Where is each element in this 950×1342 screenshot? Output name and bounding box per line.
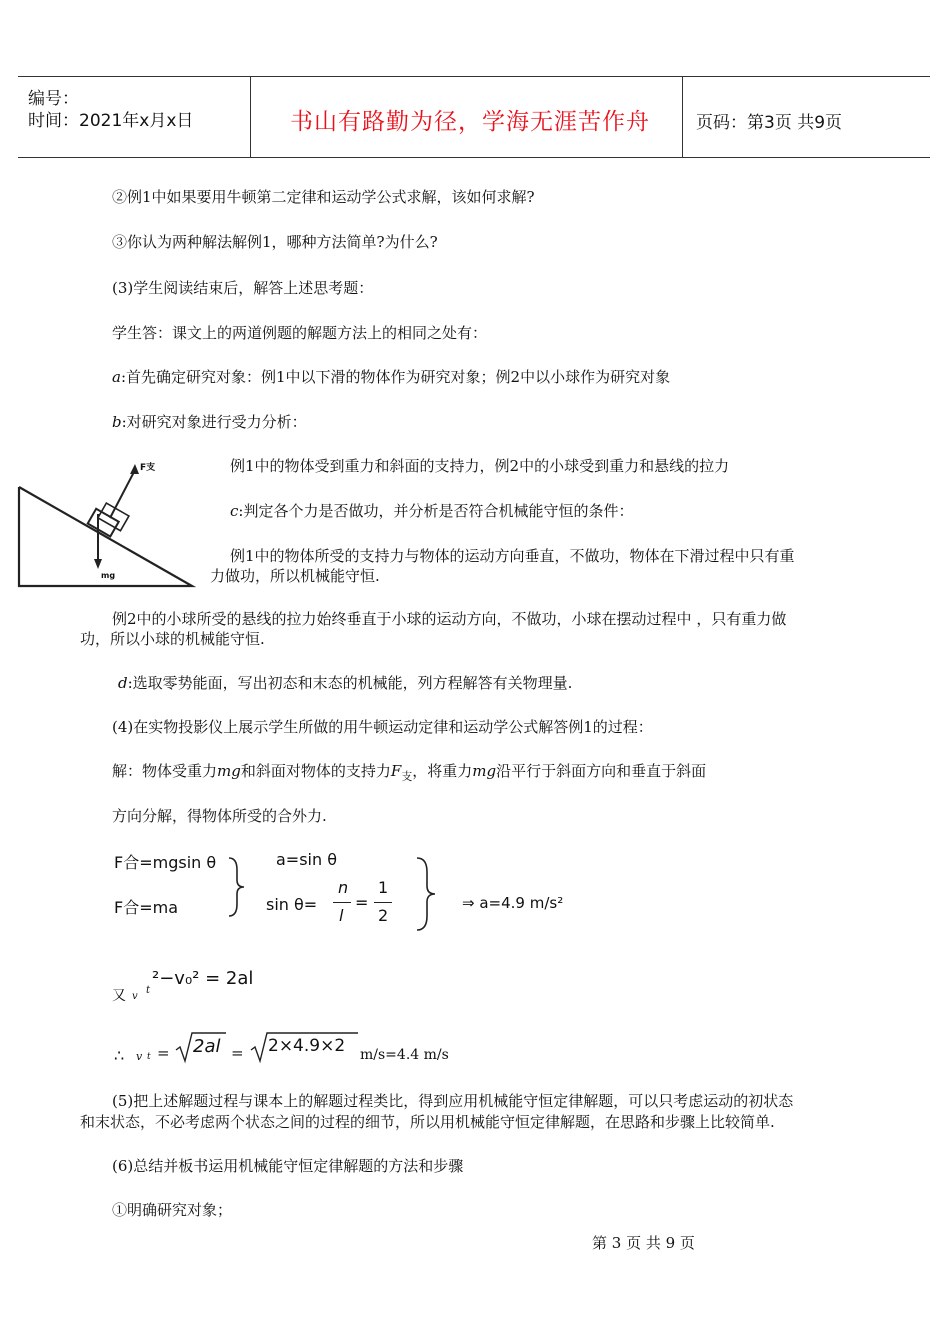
force-analysis-text: 例1中的物体受到重力和斜面的支持力，例2中的小球受到重力和悬线的拉力 (230, 457, 730, 475)
point-d (118, 672, 572, 694)
point-d-mark: d (118, 674, 128, 692)
equation-f4-num: 1 (378, 878, 389, 897)
right-brace-1 (226, 856, 248, 918)
solution-F: F (390, 762, 402, 780)
incline-force-diagram (16, 452, 196, 590)
point-a (112, 366, 670, 388)
section-6: (6)总结并板书运用机械能守恒定律解题的方法和步骤 (112, 1157, 464, 1175)
velocity-t: t (146, 985, 151, 996)
equation-f3: a=sin θ (276, 850, 338, 869)
point-b-text: :对研究对象进行受力分析： (121, 413, 307, 431)
example1-line2: 力做功，所以机械能守恒. (210, 567, 380, 585)
equation-f4-l: l (339, 906, 344, 925)
point-c-text: :判定各个力是否做功，并分析是否符合机械能守恒的条件： (238, 502, 634, 520)
question-2: ②例1中如果要用牛顿第二定律和运动学公式求解，该如何求解? (112, 188, 535, 206)
solution-mg-1: mg (217, 762, 241, 780)
solution-F-sub: 支 (401, 770, 413, 783)
fraction-bar-2 (374, 902, 392, 903)
equation-f1: F合=mgsin θ (114, 853, 217, 872)
support-arrow-head (130, 464, 139, 474)
point-d-text: :选取零势能面，写出初态和末态的机械能，列方程解答有关物理量. (127, 674, 573, 692)
solution-text-a: 解：物体受重力 (112, 762, 218, 780)
point-a-text: :首先确定研究对象：例1中以下滑的物体作为研究对象；例2中以小球作为研究对象 (120, 368, 671, 386)
support-force-arrow (110, 470, 135, 518)
page-info: 页码：第3页 共9页 (696, 113, 843, 133)
equation-f4-n: n (338, 878, 349, 897)
therefore-t: t (147, 1052, 151, 1062)
step-1: ①明确研究对象； (112, 1201, 233, 1219)
page-header (18, 76, 930, 158)
equation-result-a: ⇒ a=4.9 m/s² (462, 894, 564, 912)
velocity-v: v (132, 991, 138, 1002)
point-c-mark: c (230, 502, 239, 520)
equation-f4-equals: = (355, 893, 369, 912)
solution-line2: 方向分解，得物体所受的合外力. (112, 807, 327, 825)
velocity-expression: ²−v₀² = 2al (152, 968, 254, 989)
velocity-result: m/s=4.4 m/s (360, 1047, 449, 1063)
therefore-equals-1: = (157, 1044, 170, 1062)
right-brace-2 (414, 856, 440, 932)
example2-line2: 功，所以小球的机械能守恒. (80, 630, 265, 648)
therefore-symbol: ∴ (114, 1046, 125, 1065)
section-3: (3)学生阅读结束后，解答上述思考题： (112, 279, 374, 297)
solution-mg-2: mg (472, 762, 497, 780)
student-answer: 学生答：课文上的两道例题的解题方法上的相同之处有： (112, 324, 488, 342)
solution-text-d: 沿平行于斜面方向和垂直于斜面 (496, 762, 707, 780)
support-force-label: F支 (140, 463, 156, 473)
point-b-mark: b (112, 413, 122, 431)
equation-f4-den: 2 (378, 906, 389, 925)
point-b (112, 411, 307, 433)
time-label: 时间：2021年x月x日 (28, 111, 194, 131)
serial-label: 编号： (28, 89, 79, 109)
gravity-label: mg (101, 571, 116, 580)
example1-line1: 例1中的物体所受的支持力与物体的运动方向垂直，不做功，物体在下滑过程中只有重 (230, 547, 795, 565)
sqrt-content-2: 2×4.9×2 (268, 1036, 346, 1056)
sqrt-content-1: 2al (193, 1036, 221, 1057)
solution-text-b: 和斜面对物体的支持力 (240, 762, 391, 780)
footer-page-number: 第 3 页 共 9 页 (592, 1234, 695, 1252)
solution-text-c: ，将重力 (412, 762, 473, 780)
gravity-arrow-head (94, 559, 102, 569)
point-c (230, 500, 633, 522)
velocity-prefix: 又 (112, 988, 126, 1004)
equation-f4-prefix: sin θ= (266, 895, 318, 914)
equation-f2: F合=ma (114, 898, 179, 917)
block-on-incline (88, 500, 129, 539)
section-4: (4)在实物投影仪上展示学生所做的用牛顿运动定律和运动学公式解答例1的过程： (112, 718, 653, 736)
header-divider-left (250, 77, 251, 157)
point-a-mark: a (112, 368, 121, 386)
header-divider-right (682, 77, 683, 157)
header-motto: 书山有路勤为径，学海无涯苦作舟 (290, 109, 650, 135)
solution-line1 (112, 760, 706, 788)
fraction-bar-1 (333, 902, 351, 903)
section-5-line1: (5)把上述解题过程与课本上的解题过程类比，得到应用机械能守恒定律解题，可以只考虑运动的初状态 (112, 1092, 794, 1110)
question-3: ③你认为两种解法解例1，哪种方法简单?为什么? (112, 233, 438, 251)
therefore-equals-2: = (231, 1044, 244, 1062)
example2-line1: 例2中的小球所受的悬线的拉力始终垂直于小球的运动方向，不做功，小球在摆动过程中 ，只有重力做 (112, 610, 787, 628)
therefore-v: v (136, 1050, 143, 1063)
section-5-line2: 和末状态，不必考虑两个状态之间的过程的细节，所以用机械能守恒定律解题，在思路和步骤上比较简单. (80, 1113, 775, 1131)
